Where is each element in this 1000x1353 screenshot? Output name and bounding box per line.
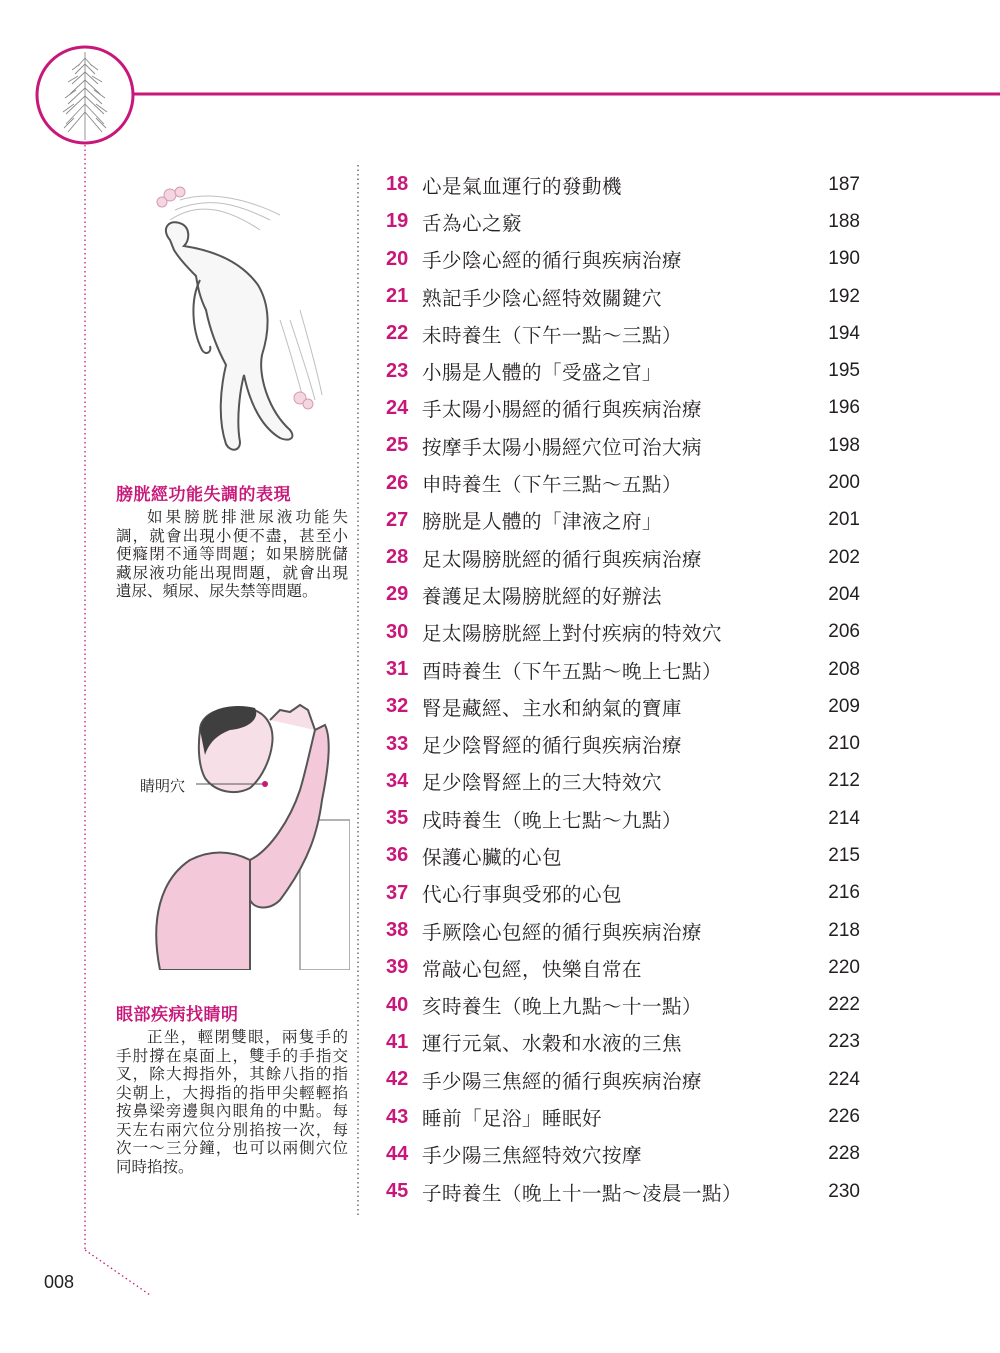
toc-entry-title: 足少陰腎經的循行與疾病治療 (422, 734, 683, 758)
toc-entry[interactable] (386, 837, 860, 874)
toc-entry-number: 36 (386, 844, 409, 867)
back-pain-illustration (140, 180, 340, 470)
toc-entry-page: 224 (828, 1068, 860, 1090)
table-of-contents (386, 166, 860, 1210)
sidebar-heading-bladder: 膀胱經功能失調的表現 (116, 485, 291, 505)
toc-entry-number: 18 (386, 173, 409, 196)
toc-entry[interactable] (386, 688, 860, 725)
toc-entry-page: 190 (828, 248, 860, 270)
toc-entry-number: 21 (386, 285, 409, 308)
toc-entry[interactable] (386, 1024, 860, 1061)
toc-entry-page: 194 (828, 322, 860, 344)
toc-entry-number: 22 (386, 322, 409, 345)
toc-entry[interactable] (386, 502, 860, 539)
toc-entry-title: 舌為心之竅 (422, 211, 523, 235)
toc-entry-page: 210 (828, 733, 860, 755)
toc-entry[interactable] (386, 725, 860, 762)
toc-entry-page: 230 (828, 1180, 860, 1202)
toc-entry[interactable] (386, 315, 860, 352)
toc-entry-title: 按摩手太陽小腸經穴位可治大病 (422, 435, 703, 459)
toc-entry-page: 208 (828, 658, 860, 680)
toc-entry-number: 43 (386, 1105, 409, 1128)
sidebar-text-eye: 正坐，輕閉雙眼，兩隻手的手肘撐在桌面上，雙手的手指交叉，除大拇指外，其餘八指的指尖朝上，大拇指的指甲尖輕輕掐按鼻梁旁邊與內眼角的中點。每天左右兩穴位分別掐按一次，每次一～三分鐘，也可以兩側穴位同時掐按。 (116, 1028, 348, 1176)
toc-entry-number: 42 (386, 1068, 409, 1091)
toc-entry-title: 小腸是人體的「受盛之官」 (422, 361, 663, 385)
toc-entry-title: 手少陰心經的循行與疾病治療 (422, 249, 683, 273)
page-number: 008 (44, 1272, 75, 1292)
toc-entry[interactable] (386, 166, 860, 203)
toc-entry-page: 222 (828, 994, 860, 1016)
toc-entry[interactable] (386, 576, 860, 613)
toc-entry-number: 33 (386, 732, 409, 755)
toc-entry[interactable] (386, 1136, 860, 1173)
toc-entry-page: 198 (828, 434, 860, 456)
toc-entry-number: 45 (386, 1180, 409, 1203)
toc-entry-title: 手太陽小腸經的循行與疾病治療 (422, 398, 703, 422)
toc-entry-page: 201 (828, 509, 860, 531)
toc-entry-page: 195 (828, 360, 860, 382)
toc-entry-number: 26 (386, 471, 409, 494)
toc-entry-page: 196 (828, 397, 860, 419)
toc-entry[interactable] (386, 614, 860, 651)
toc-entry-number: 28 (386, 546, 409, 569)
toc-entry-page: 192 (828, 285, 860, 307)
toc-entry-title: 戌時養生（晚上七點～九點） (422, 808, 683, 832)
jingming-point-label: 睛明穴 (140, 777, 186, 795)
toc-entry-title: 手厥陰心包經的循行與疾病治療 (422, 920, 703, 944)
toc-entry[interactable] (386, 241, 860, 278)
toc-entry[interactable] (386, 1173, 860, 1210)
toc-entry-page: 212 (828, 770, 860, 792)
toc-entry[interactable] (386, 1061, 860, 1098)
toc-entry[interactable] (386, 949, 860, 986)
sidebar-heading-eye: 眼部疾病找睛明 (116, 1005, 239, 1025)
toc-entry[interactable] (386, 800, 860, 837)
toc-entry[interactable] (386, 278, 860, 315)
toc-entry-title: 保護心臟的心包 (422, 845, 563, 869)
toc-entry-title: 養護足太陽膀胱經的好辦法 (422, 584, 663, 608)
toc-entry-number: 20 (386, 247, 409, 270)
toc-entry-title: 亥時養生（晚上九點～十一點） (422, 995, 703, 1019)
toc-entry-page: 215 (828, 844, 860, 866)
toc-entry-number: 44 (386, 1142, 409, 1165)
toc-entry-number: 25 (386, 434, 409, 457)
toc-entry[interactable] (386, 427, 860, 464)
toc-entry-title: 膀胱是人體的「津液之府」 (422, 510, 663, 534)
toc-entry-page: 206 (828, 621, 860, 643)
toc-entry-number: 31 (386, 658, 409, 680)
toc-entry-number: 35 (386, 807, 409, 830)
toc-entry-page: 204 (828, 583, 860, 605)
toc-entry-number: 41 (386, 1030, 409, 1053)
toc-entry-number: 39 (386, 956, 409, 979)
toc-entry-page: 200 (828, 472, 860, 494)
toc-entry-page: 187 (828, 173, 860, 195)
toc-entry-title: 代心行事與受邪的心包 (422, 883, 623, 907)
toc-entry-title: 手少陽三焦經的循行與疾病治療 (422, 1069, 703, 1093)
toc-entry-number: 40 (386, 993, 409, 1016)
toc-entry[interactable] (386, 1098, 860, 1135)
toc-entry-number: 19 (386, 210, 409, 233)
toc-entry-page: 220 (828, 956, 860, 978)
toc-entry-page: 226 (828, 1106, 860, 1128)
sidebar-text-bladder: 如果膀胱排泄尿液功能失調，就會出現小便不盡，甚至小便癃閉不通等問題；如果膀胱儲藏尿液功能出現問題，就會出現遺尿、頻尿、尿失禁等問題。 (116, 508, 348, 600)
toc-entry[interactable] (386, 651, 860, 688)
toc-entry-number: 30 (386, 620, 409, 643)
toc-entry-page: 216 (828, 882, 860, 904)
toc-entry-page: 218 (828, 919, 860, 941)
toc-entry-number: 34 (386, 769, 409, 792)
toc-entry-page: 209 (828, 695, 860, 717)
toc-entry[interactable] (386, 203, 860, 240)
toc-entry-number: 37 (386, 881, 409, 904)
toc-entry-title: 腎是藏經、主水和納氣的寶庫 (422, 696, 683, 720)
toc-entry-number: 27 (386, 508, 409, 531)
toc-entry-page: 214 (828, 807, 860, 829)
toc-entry-title: 睡前「足浴」睡眠好 (422, 1107, 603, 1131)
toc-entry-title: 熟記手少陰心經特效關鍵穴 (422, 286, 663, 310)
toc-entry-number: 32 (386, 695, 409, 718)
toc-entry[interactable] (386, 539, 860, 576)
toc-entry[interactable] (386, 763, 860, 800)
toc-entry-title: 足太陽膀胱經上對付疾病的特效穴 (422, 622, 723, 646)
jingming-massage-illustration (150, 700, 350, 970)
toc-entry[interactable] (386, 987, 860, 1024)
toc-entry-title: 運行元氣、水穀和水液的三焦 (422, 1032, 683, 1056)
toc-entry-title: 申時養生（下午三點～五點） (422, 473, 683, 497)
toc-entry-title: 未時養生（下午一點～三點） (422, 323, 683, 347)
toc-entry-title: 子時養生（晚上十一點～凌晨一點） (422, 1181, 743, 1205)
toc-entry-page: 188 (828, 210, 860, 232)
toc-entry-title: 常敲心包經，快樂自常在 (422, 957, 643, 981)
toc-entry-title: 酉時養生（下午五點～晚上七點） (422, 659, 723, 683)
toc-entry-page: 223 (828, 1031, 860, 1053)
toc-entry-title: 手少陽三焦經特效穴按摩 (422, 1144, 643, 1168)
toc-entry-title: 心是氣血運行的發動機 (422, 174, 623, 198)
toc-entry[interactable] (386, 875, 860, 912)
toc-entry[interactable] (386, 352, 860, 389)
toc-entry[interactable] (386, 464, 860, 501)
toc-entry-page: 202 (828, 546, 860, 568)
toc-entry-number: 23 (386, 359, 409, 382)
toc-entry-title: 足少陰腎經上的三大特效穴 (422, 771, 663, 795)
toc-entry[interactable] (386, 912, 860, 949)
toc-entry-number: 38 (386, 919, 409, 942)
toc-entry-title: 足太陽膀胱經的循行與疾病治療 (422, 547, 703, 571)
toc-entry-page: 228 (828, 1143, 860, 1165)
toc-entry-number: 24 (386, 396, 409, 419)
toc-entry[interactable] (386, 390, 860, 427)
toc-entry-number: 29 (386, 583, 409, 606)
